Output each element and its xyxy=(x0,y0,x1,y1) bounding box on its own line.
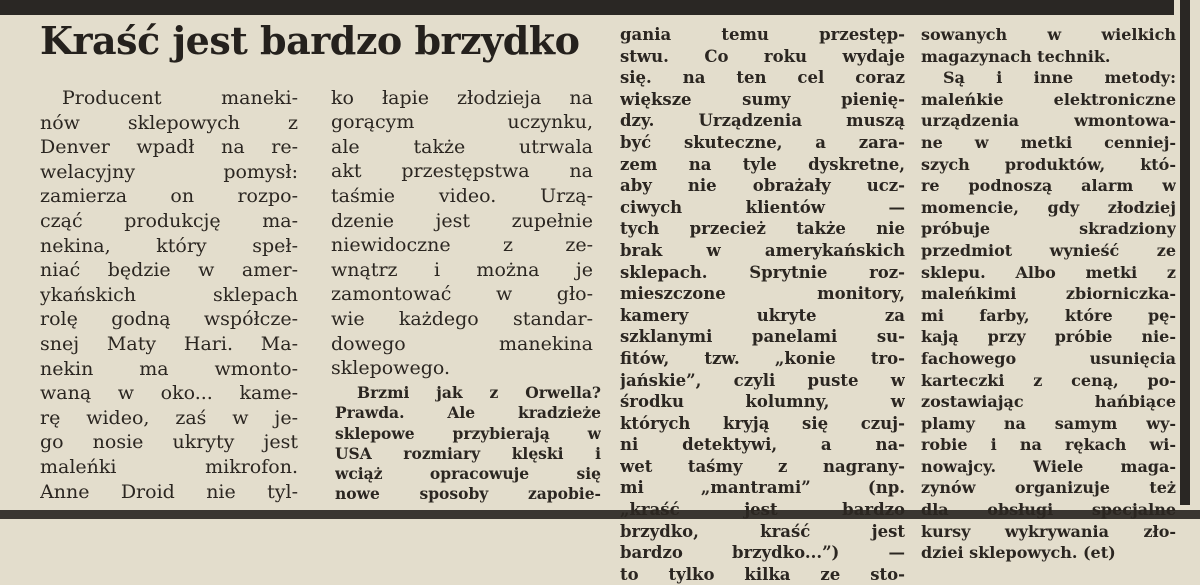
text-line: stwu. Co roku wydaje xyxy=(620,46,905,66)
column-1 xyxy=(40,86,298,504)
text-line: fachowego usunięcia xyxy=(921,348,1176,368)
text-line: których kryją się czuj- xyxy=(620,413,905,433)
text-line: plamy na samym wy- xyxy=(921,413,1176,433)
text-line: taśmie video. Urzą- xyxy=(331,184,593,207)
text-line: waną w oko... kame- xyxy=(40,382,298,405)
column-3 xyxy=(620,24,905,585)
text-line: szklanymi panelami su- xyxy=(620,327,905,347)
text-line: ale także utrwala xyxy=(331,135,593,158)
column-4 xyxy=(921,24,1176,564)
text-line: przedmiot wynieść ze xyxy=(921,240,1176,260)
text-line: ko łapie złodzieja na xyxy=(331,86,593,109)
text-line: re podnoszą alarm w xyxy=(921,176,1176,196)
text-line: wciąż opracowuje się xyxy=(335,464,601,484)
text-line: próbuje skradziony xyxy=(921,219,1176,239)
text-line: być skuteczne, a zara- xyxy=(620,132,905,152)
text-line: sklepowe przybierają w xyxy=(335,423,601,443)
text-line: mieszczone monitory, xyxy=(620,284,905,304)
text-line: większe sumy pienię- xyxy=(620,89,905,109)
text-line: wnątrz i można je xyxy=(331,258,593,281)
text-line: momencie, gdy złodziej xyxy=(921,197,1176,217)
text-line: welacyjny pomysł: xyxy=(40,160,298,183)
text-line: karteczki z ceną, po- xyxy=(921,370,1176,390)
text-line: jańskie”, czyli puste w xyxy=(620,370,905,390)
text-line: brak w amerykańskich xyxy=(620,240,905,260)
headline: Kraść jest bardzo brzydko xyxy=(40,18,580,63)
text-line: cząć produkcję ma- xyxy=(40,209,298,232)
text-line: sowanych w wielkich xyxy=(921,25,1176,44)
text-line: ni detektywi, a na- xyxy=(620,435,905,455)
text-line: mi farby, które pę- xyxy=(921,305,1176,325)
text-line: gorącym uczynku, xyxy=(331,111,593,134)
text-line: rolę godną współcze- xyxy=(40,308,298,331)
text-line: ykańskich sklepach xyxy=(40,283,298,306)
column-2-continued xyxy=(335,383,601,505)
text-line: gania temu przestęp- xyxy=(620,25,905,44)
text-line: brzydko, kraść jest xyxy=(620,521,905,541)
text-line: Są i inne metody: xyxy=(943,68,1176,88)
text-line: urządzenia wmontowa- xyxy=(921,111,1176,131)
text-line: szych produktów, któ- xyxy=(921,154,1176,174)
text-line: Producent maneki- xyxy=(62,87,298,109)
text-line: nowajcy. Wiele maga- xyxy=(921,456,1176,476)
column-2 xyxy=(331,61,593,381)
text-line: dzy. Urządzenia muszą xyxy=(620,111,905,131)
text-line: snej Maty Hari. Ma- xyxy=(40,332,298,355)
text-line: go nosie ukryty jest xyxy=(40,431,298,454)
text-line: nekin ma wmonto- xyxy=(40,357,298,380)
text-line: bardzo brzydko...”) — xyxy=(620,543,905,563)
text-line: kają przy próbie nie- xyxy=(921,327,1176,347)
text-line: magazynach technik. xyxy=(921,46,1111,66)
text-line: nów sklepowych z xyxy=(40,111,298,134)
text-line: Denver wpadł na re- xyxy=(40,136,298,159)
text-line: ciwych klientów — xyxy=(620,197,905,217)
text-line: „kraść jest bardzo xyxy=(620,500,905,520)
text-line: dowego manekina xyxy=(331,332,593,355)
top-rule xyxy=(0,0,1174,15)
text-line: nowe sposoby zapobie- xyxy=(335,484,601,504)
text-line: się. na ten cel coraz xyxy=(620,68,905,88)
text-line: dziei sklepowych. (et) xyxy=(921,543,1116,563)
text-line xyxy=(331,61,593,86)
text-line: niewidoczne z ze- xyxy=(331,234,593,257)
text-line: robie i na rękach wi- xyxy=(921,435,1176,455)
text-line: maleńkie elektroniczne xyxy=(921,89,1176,109)
text-line: zostawiając hańbiące xyxy=(921,392,1176,412)
text-line: mi „mantrami” (np. xyxy=(620,478,905,498)
text-line: kursy wykrywania zło- xyxy=(921,521,1176,541)
text-line: niać będzie w amer- xyxy=(40,259,298,282)
text-line: Prawda. Ale kradzieże xyxy=(335,403,601,423)
text-line: maleńkimi zbiorniczka- xyxy=(921,284,1176,304)
text-line: maleńki mikrofon. xyxy=(40,455,298,478)
text-line: zem na tyle dyskretne, xyxy=(620,154,905,174)
text-line: środku kolumny, w xyxy=(620,392,905,412)
text-line: ne w metki cenniej- xyxy=(921,132,1176,152)
text-line: dzenie jest zupełnie xyxy=(331,209,593,232)
text-line: to tylko kilka ze sto- xyxy=(620,564,905,584)
text-line: rę wideo, zaś w je- xyxy=(40,406,298,429)
text-line: fitów, tzw. „konie tro- xyxy=(620,348,905,368)
text-line: Brzmi jak z Orwella? xyxy=(357,383,601,402)
text-line: USA rozmiary klęski i xyxy=(335,443,601,463)
text-line: dla obsługi specjalne xyxy=(921,500,1176,520)
text-line: akt przestępstwa na xyxy=(331,160,593,183)
right-rule xyxy=(1180,0,1190,505)
text-line: wet taśmy z nagrany- xyxy=(620,456,905,476)
text-line: sklepu. Albo metki z xyxy=(921,262,1176,282)
text-line: sklepach. Sprytnie roz- xyxy=(620,262,905,282)
text-line: nekina, który speł- xyxy=(40,234,298,257)
text-line: Anne Droid nie tyl- xyxy=(40,480,298,503)
text-line: kamery ukryte za xyxy=(620,305,905,325)
text-line: wie każdego standar- xyxy=(331,307,593,330)
text-line: aby nie obrażały ucz- xyxy=(620,176,905,196)
text-line: zynów organizuje też xyxy=(921,478,1176,498)
text-line: tych przecież także nie xyxy=(620,219,905,239)
text-line: sklepowego. xyxy=(331,357,451,380)
text-line: zamierza on rozpo- xyxy=(40,185,298,208)
text-line: zamontować w gło- xyxy=(331,283,593,306)
